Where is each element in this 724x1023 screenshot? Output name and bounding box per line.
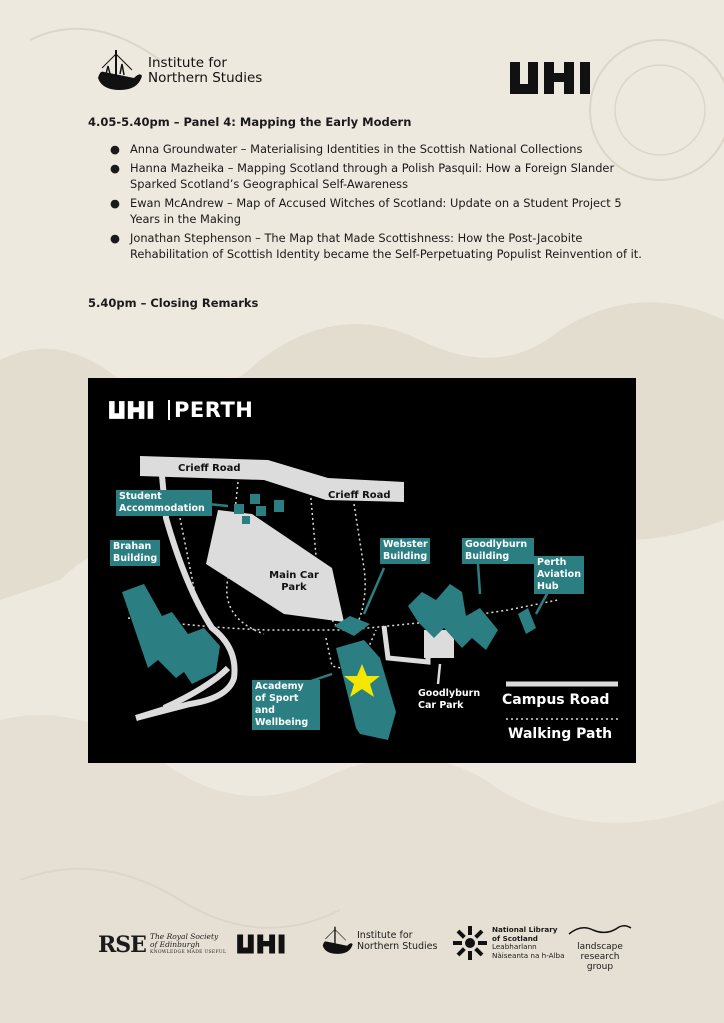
landscape-research-group-logo (560, 921, 640, 972)
bullet-icon: ● (110, 196, 120, 210)
talk-list (88, 141, 648, 265)
brahan-building-label: Brahan Building (110, 540, 160, 566)
aviation-hub (518, 608, 536, 634)
list-item (88, 141, 648, 157)
rse-line-1: The Royal Society (149, 932, 219, 941)
student-accommodation-block (250, 494, 260, 504)
goodlyburn-car-park (424, 630, 454, 658)
nls-logo (452, 925, 565, 961)
institute-line-2: Northern Studies (357, 941, 438, 952)
closing-remarks: 5.40pm – Closing Remarks (88, 296, 259, 310)
rse-line-2: of Edinburgh (149, 940, 200, 949)
sponsor-logos (0, 915, 724, 975)
nls-line-1: National Library (492, 925, 558, 934)
brahan-building (122, 584, 220, 684)
institute-line-1: Institute for (148, 55, 227, 71)
main-car-park (206, 510, 344, 622)
main-car-park-label: Main Car Park (269, 570, 319, 593)
uhi-logo (236, 933, 294, 955)
list-item (88, 195, 648, 227)
lrg-line-1: landscape (577, 942, 623, 952)
nls-line-4: Nàiseanta na h-Alba (492, 950, 565, 960)
panel-heading: 4.05-5.40pm – Panel 4: Mapping the Early Modern (88, 115, 412, 129)
arrow-icon (438, 664, 440, 684)
uhi-logo (508, 60, 606, 96)
institute-line-2: Northern Studies (148, 70, 263, 86)
institute-line-1: Institute for (357, 930, 413, 941)
divider (168, 400, 170, 420)
campus-road-east (384, 626, 428, 662)
student-accommodation-block (242, 516, 250, 524)
talk-text: Jonathan Stephenson – The Map that Made Scottishness: How the Post-Jacobite Rehabilitation of Scottish Identity became the Self-Perpetuating Populist Reinvention of it. (130, 231, 642, 261)
arrow-icon (478, 564, 480, 594)
nls-line-2: of Scotland (492, 933, 538, 943)
talk-text: Hanna Mazheika – Mapping Scotland through a Polish Pasquil: How a Foreign Slander Sparked Scotland’s Geographical Self-Awareness (130, 161, 615, 191)
campus-map (88, 378, 636, 763)
nls-line-3: Leabharlann (492, 942, 537, 951)
list-item (88, 160, 648, 192)
academy-label: Academy of Sport and Wellbeing (252, 680, 320, 730)
starburst-icon (452, 925, 488, 961)
uhi-perth-logo (108, 398, 253, 422)
perth-wordmark: PERTH (174, 398, 254, 422)
uhi-logo (108, 400, 162, 420)
longship-icon (320, 925, 354, 957)
student-accommodation-block (256, 506, 266, 516)
legend-campus-road: Campus Road (502, 692, 610, 708)
webster-building-label: Webster Building (380, 538, 430, 564)
talk-text: Anna Groundwater – Materialising Identities in the Scottish National Collections (130, 142, 583, 156)
institute-logo (94, 48, 262, 94)
goodlyburn-car-park-label: Goodlyburn Car Park (418, 688, 481, 711)
rse-wordmark: RSE (98, 932, 146, 958)
talk-text: Ewan McAndrew – Map of Accused Witches of Scotland: Update on a Student Project 5 Years in the Making (130, 196, 622, 226)
longship-icon (94, 48, 144, 94)
bullet-icon: ● (110, 142, 120, 156)
goodlyburn-building-label: Goodlyburn Building (462, 538, 534, 564)
student-accommodation-label: Student Accommodation (116, 490, 212, 516)
bullet-icon: ● (110, 231, 120, 245)
rse-tagline: KNOWLEDGE MADE USEFUL (149, 950, 227, 955)
bullet-icon: ● (110, 161, 120, 175)
student-accommodation-block (234, 504, 244, 514)
lrg-line-2: research (580, 952, 620, 962)
rse-logo (98, 932, 226, 958)
road-label: Crieff Road (328, 490, 391, 501)
lrg-line-3: group (586, 962, 614, 972)
institute-logo (320, 925, 437, 957)
road-label: Crieff Road (178, 463, 241, 474)
perth-aviation-hub-label: Perth Aviation Hub (534, 556, 584, 594)
student-accommodation-block (274, 500, 284, 512)
landscape-line-icon (567, 924, 633, 936)
legend-walking-path: Walking Path (508, 726, 613, 742)
arrow-icon (364, 568, 384, 614)
list-item (88, 230, 648, 262)
campus-road-west (136, 668, 228, 718)
